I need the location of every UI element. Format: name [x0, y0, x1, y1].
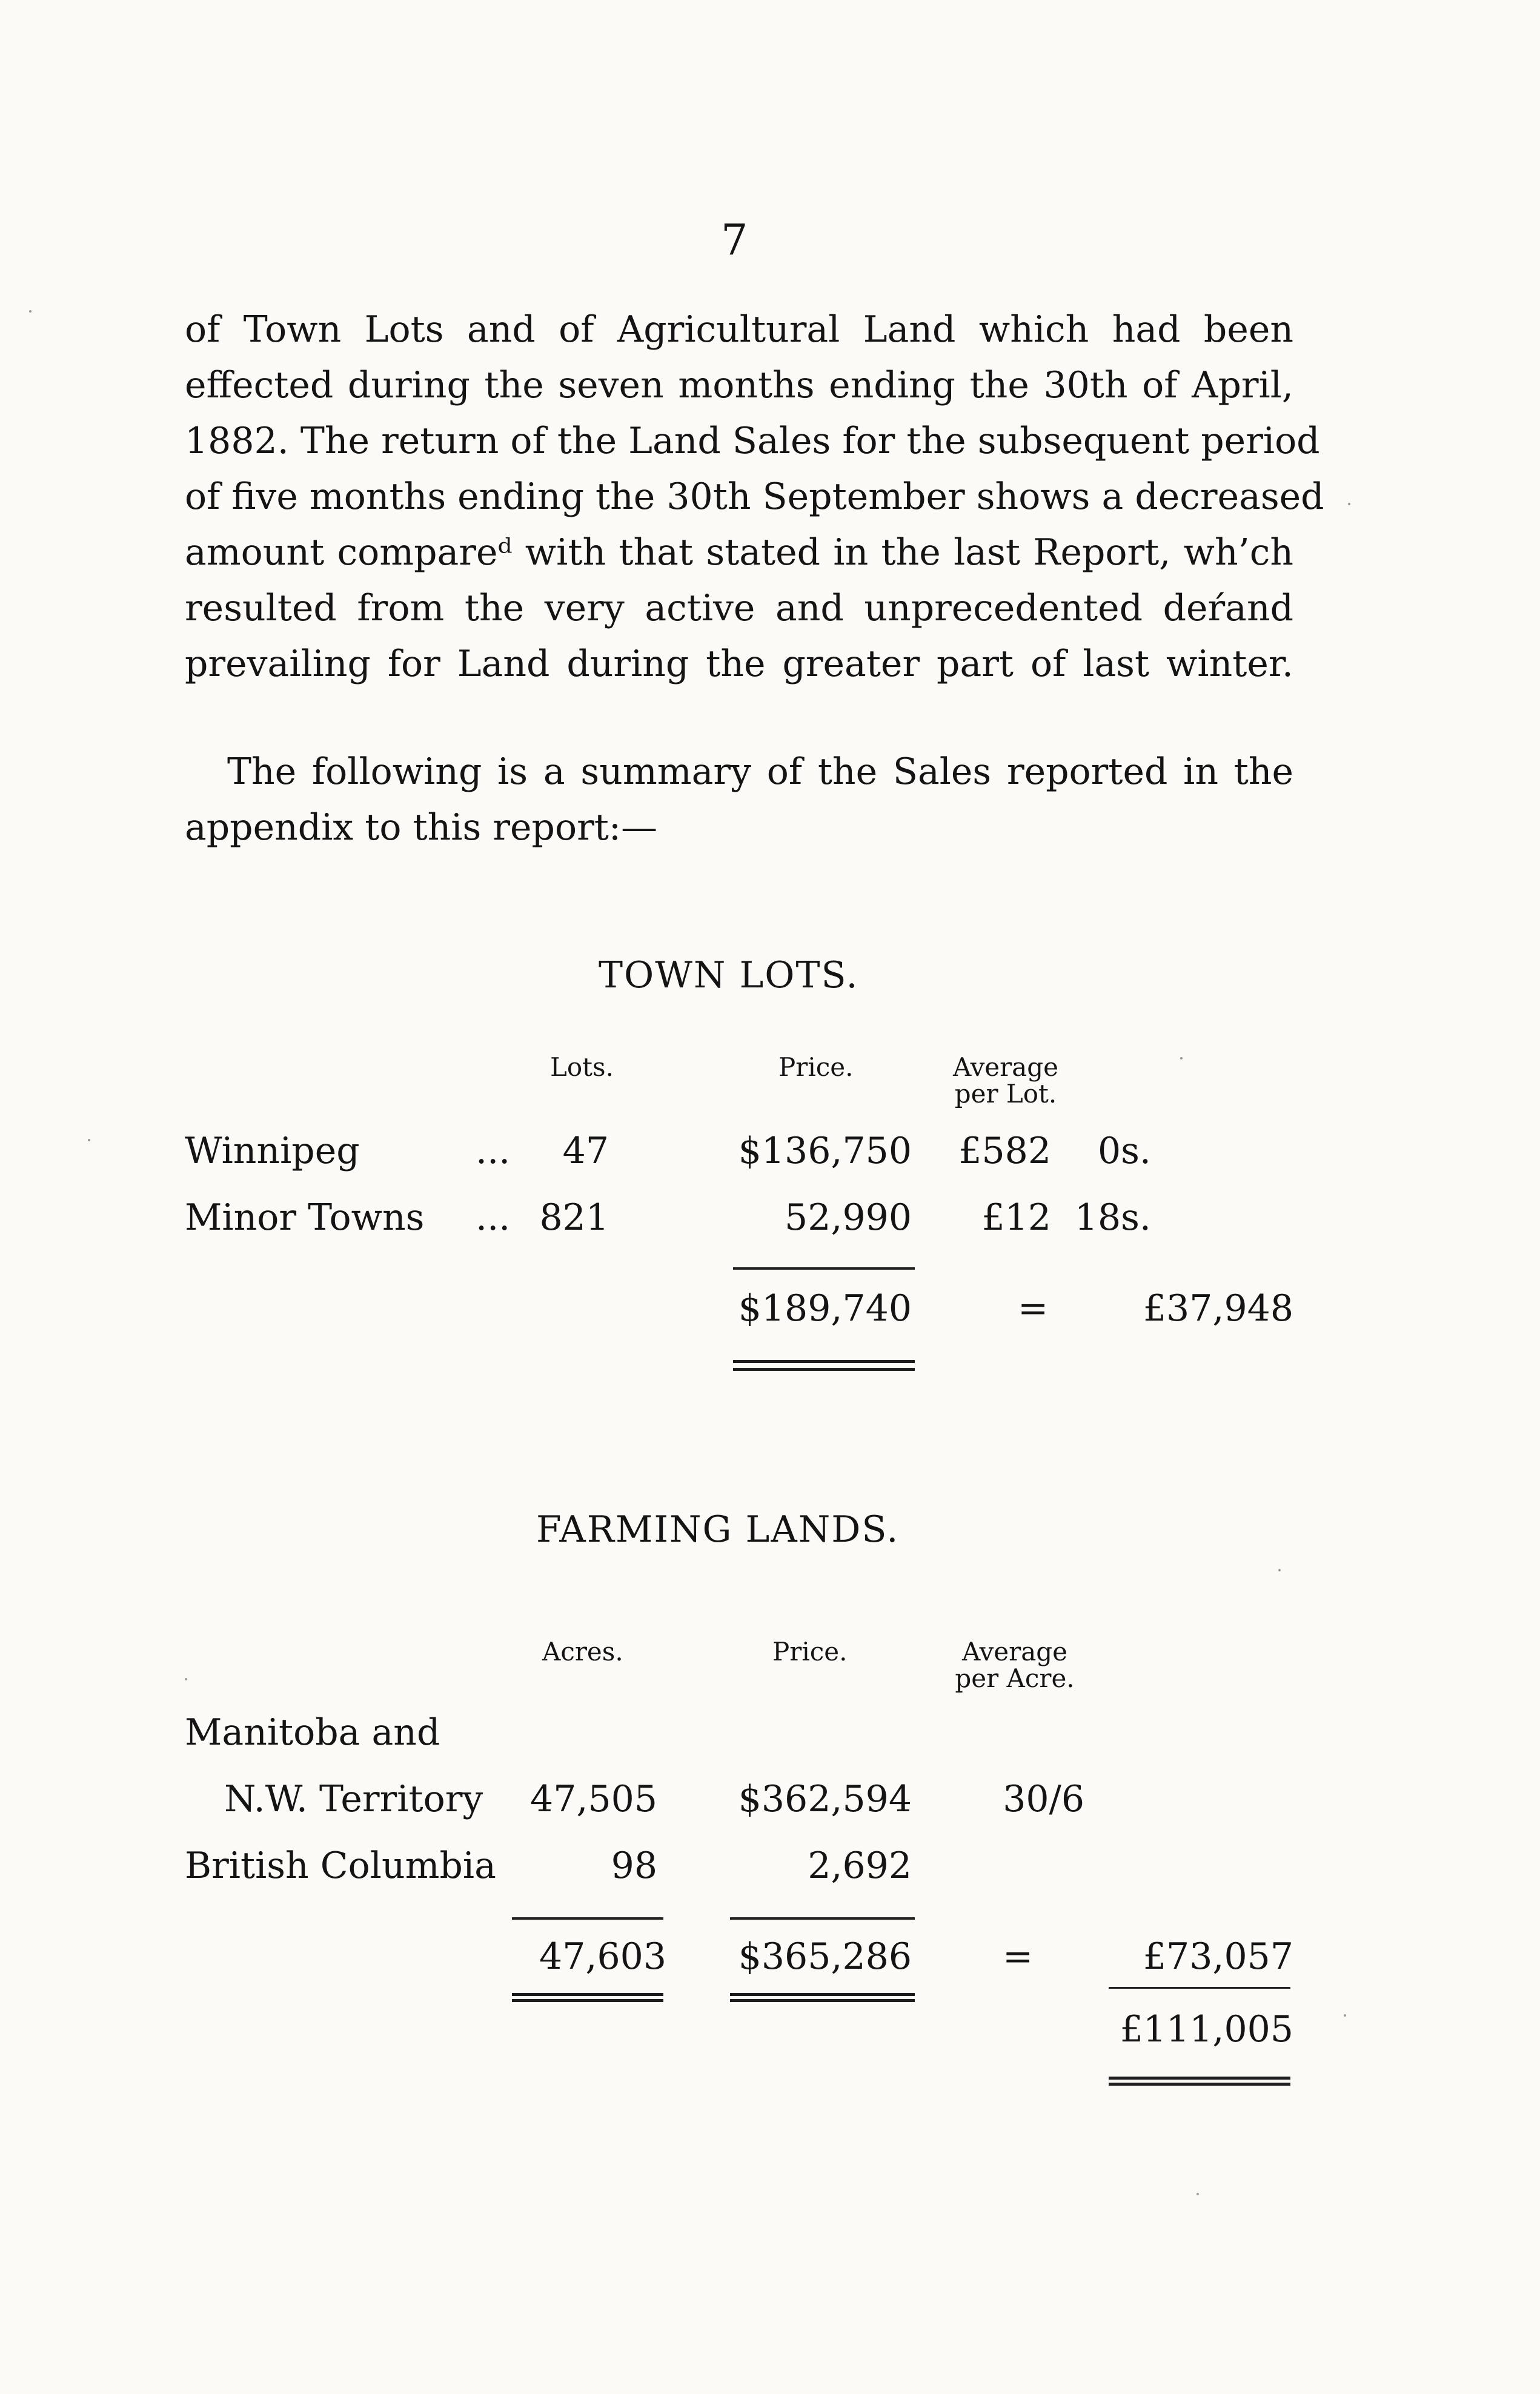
price-value: $136,750 [738, 1130, 912, 1172]
equals-sign: = [1003, 1935, 1034, 1978]
leader-dots: ... [476, 1196, 511, 1239]
paragraph-line: of five months ending the 30th September shows a decreased [185, 476, 1324, 518]
place-name: Minor Towns [185, 1196, 425, 1239]
paper-speck [1180, 1057, 1183, 1059]
acres-value: 47,505 [530, 1778, 657, 1820]
average-shillings: 0s. [1097, 1130, 1151, 1172]
town-lots-total-pounds: £37,948 [1143, 1287, 1293, 1330]
place-name: Winnipeg [185, 1130, 360, 1172]
lots-value: 47 [562, 1130, 609, 1172]
paragraph-line: prevailing for Land during the greater part of last winter. [185, 643, 1293, 685]
total-double-rule [733, 1360, 915, 1372]
average-pounds: £582 [958, 1130, 1051, 1172]
paragraph-line: 1882. The return of the Land Sales for the subsequent period [185, 420, 1320, 462]
average-column-header [933, 1639, 1097, 1692]
page-number: 7 [721, 215, 748, 265]
paragraph-line: resulted from the very active and unprecedented deŕand [185, 587, 1293, 629]
average-header-line: Average [952, 1052, 1059, 1082]
paragraph-line: of Town Lots and of Agricultural Land which had been [185, 308, 1293, 351]
price-column-header: Price. [772, 1637, 848, 1666]
price-value: 52,990 [785, 1196, 912, 1239]
average-value: 30/6 [1003, 1778, 1084, 1820]
summary-intro-paragraph [185, 744, 1293, 855]
grand-total-rule [1109, 1987, 1290, 1989]
paragraph-line: appendix to this report:— [185, 806, 658, 849]
subtotal-rule [733, 1267, 915, 1270]
lots-value: 821 [539, 1196, 609, 1239]
grand-total-double-rule [1109, 2077, 1290, 2086]
acres-value: 98 [611, 1845, 657, 1887]
paper-speck [1348, 503, 1350, 505]
average-column-header [927, 1054, 1084, 1107]
paper-speck [185, 1678, 187, 1680]
price-column-header: Price. [778, 1052, 854, 1082]
price-value: 2,692 [808, 1845, 912, 1887]
place-name: N.W. Territory [224, 1778, 483, 1820]
farming-total-pounds: £73,057 [1143, 1935, 1293, 1978]
average-shillings: 18s. [1074, 1196, 1151, 1239]
paper-speck [1278, 1569, 1281, 1571]
leader-dots: ... [476, 1130, 511, 1172]
paragraph-line: amount compareᵈ with that stated in the last Report, wh’ch [185, 531, 1293, 574]
subtotal-rule [730, 1917, 915, 1920]
average-header-line: Average [961, 1637, 1068, 1666]
farming-total-acres: 47,603 [539, 1935, 666, 1978]
equals-sign: = [1018, 1287, 1049, 1330]
town-lots-total-price: $189,740 [738, 1287, 912, 1330]
average-pounds: £12 [981, 1196, 1051, 1239]
price-value: $362,594 [738, 1778, 912, 1820]
place-name: British Columbia [185, 1845, 496, 1887]
paper-speck [29, 310, 32, 313]
paragraph-line: effected during the seven months ending the 30th of April, [185, 364, 1293, 406]
farming-lands-title: FARMING LANDS. [536, 1508, 900, 1551]
acres-column-header: Acres. [542, 1637, 623, 1666]
paper-speck [88, 1139, 90, 1141]
total-double-rule [730, 1993, 915, 2003]
grand-total: £111,005 [1120, 2008, 1293, 2051]
farming-total-price: $365,286 [738, 1935, 912, 1978]
paper-speck [1344, 2014, 1346, 2017]
town-lots-title: TOWN LOTS. [599, 954, 859, 996]
body-paragraph [185, 302, 1324, 692]
lots-column-header: Lots. [550, 1052, 614, 1082]
subtotal-rule [512, 1917, 663, 1920]
paragraph-line: The following is a summary of the Sales reported in the [227, 751, 1293, 793]
paper-speck [1196, 2193, 1199, 2195]
average-header-line: per Acre. [955, 1663, 1075, 1693]
place-name: Manitoba and [185, 1711, 440, 1754]
total-double-rule [512, 1993, 663, 2003]
average-header-line: per Lot. [954, 1079, 1057, 1109]
